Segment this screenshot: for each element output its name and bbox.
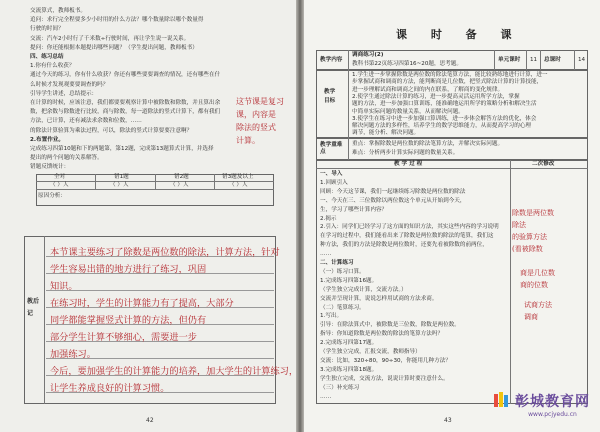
page-title: 课 时 备 课: [396, 28, 522, 41]
goal-line: 题的方法，进一步加强口算训练，能准确地运用所学的策略分析和解决生活: [352, 101, 537, 108]
process-line: （二）笔算练习。: [320, 304, 365, 311]
handwritten-right-line: (看被除数: [512, 245, 543, 253]
handwritten-note-line: 这节课是复习: [236, 97, 284, 106]
right-page: [304, 0, 600, 432]
text-line: 么时候才发现观要要调查的吗？: [30, 81, 109, 88]
process-line: 2.完成练习四第17题。: [320, 340, 378, 347]
table-header-all-correct: 全对: [54, 174, 66, 180]
goal-line: 解决问题方法的多样性，培养学生的数学思维能力，从而提高学习的心理: [352, 123, 532, 130]
table-cell: （ ）人: [229, 182, 248, 188]
process-line: 引导：在除法算式中，被除数是三位数，除数是两位数。: [320, 322, 460, 329]
text-line: 数，把余数与除数进行比较，商与除数，每一道除法的竖式计算下，都有我们: [30, 109, 221, 116]
content-subtitle: 教科书第22页练习四第16~20题，思考题。: [352, 61, 462, 67]
process-line: 在学习的过程中，我们能看出来了除数是两位数的除法的笔算，我们这: [320, 233, 494, 240]
text-line: 完成练习四第10题和下的两题第，第12题，完成第13题算式计算，并选择: [30, 146, 214, 152]
table-cell: （ ）人: [50, 182, 69, 188]
table-cell: （ ）人: [110, 182, 129, 188]
process-line: 1.写出。: [320, 313, 343, 320]
process-line: 3.完成练习四第18题。: [320, 366, 378, 373]
ruled-line: [46, 290, 274, 291]
text-line: 方法，已计算，还有减法求余数和位数，……: [30, 118, 142, 125]
handwritten-right-line: 商是几位数: [520, 269, 555, 277]
goal-line: 2.使学生通过除法计算的练习，进一步提高灵活运用所学方法，掌握: [352, 93, 520, 100]
process-line: ……: [320, 251, 332, 258]
handwritten-right-line: 的验算方法: [512, 233, 547, 241]
focus-line: 难点：分析两步计算实际问题的数量关系。: [352, 150, 459, 156]
process-line: 生，学习了哪些计算内容？: [320, 206, 388, 213]
process-line: 2.揭示: [320, 215, 337, 222]
process-line: 指导：你知道除数是两位数的除法的笔算方法吗？: [320, 331, 444, 338]
text-line: 追问：求行完全程要多少小时用的什么方法？哪个数量除以哪个数量得: [30, 17, 204, 24]
text-line: 错题反馈统计：: [30, 164, 70, 171]
revision-header: 二次修改: [532, 161, 555, 167]
handwritten-right-line: 试商方法: [524, 301, 552, 309]
unit-lesson-value: 11: [530, 57, 538, 63]
handwritten-right-line: 除法: [512, 221, 526, 229]
content-label: 教学内容: [320, 57, 343, 63]
reason-analysis-label: 原因分析：: [38, 193, 66, 199]
handwritten-reflection-line: 部分学生计算不够细心，需要进一步: [50, 332, 197, 343]
process-line: （学生独立完成计算，交流方法。）: [320, 286, 407, 293]
handwritten-reflection-line: 同学都能掌握竖式计算的方法，但仍有: [50, 315, 207, 326]
process-line: 种方法，我们的方法是除数是两位数时，还要先看被除数的前两位，: [320, 242, 488, 249]
watermark-name: 彰城教育网: [515, 394, 590, 410]
handwritten-note-line: 计算。: [236, 136, 260, 145]
watermark: [515, 391, 590, 418]
process-line: 1.完成练习四第16题。: [320, 277, 378, 284]
text-line: 1.你有什么收获？: [30, 63, 75, 70]
text-line: 的除法计算验算为乘法过程，可以，除法的竖式计算要要注意啊？: [30, 127, 193, 134]
table-header-three-plus: 错3题及以上: [222, 174, 254, 180]
watermark-url: www.pcjyedu.cn: [528, 411, 577, 418]
unit-lesson-label: 单元课时: [498, 57, 521, 63]
handwritten-right-line: 调商: [524, 313, 538, 321]
page-number-left: 42: [146, 417, 154, 424]
text-line: 在计算的时候，应该注意，我们都要要观察计算中被除数和除数，并且算出余: [30, 100, 221, 106]
page-number-right: 43: [444, 417, 452, 424]
focus-line: 重点：掌握除数是两位数的除法笔算方法，并解决实际问题。: [352, 141, 504, 147]
text-line: 交流：汽车2小时行了千米数÷行驶时间，再让学生说一说关系。: [30, 35, 190, 42]
text-line: 引导学生讲述，总结提示：: [30, 90, 98, 97]
text-line: 四、练习总结: [30, 54, 64, 60]
table-header-one-wrong: 错1题: [114, 174, 129, 180]
process-line: 一、今天在三、三位数除以两位数这个单元从开始到今天，: [320, 197, 466, 204]
handwritten-right-line: 商的位数: [520, 281, 548, 289]
text-line: 交流算式，教师板书。: [30, 8, 86, 14]
goal-line: 3.使学生在练习中进一步加强口算训练，进一步体会解答方法的优化，体会: [352, 115, 537, 122]
reflection-label: 教后记: [27, 298, 40, 317]
process-line: 一、导入: [320, 171, 343, 177]
focus-label: 教学重难点: [320, 142, 343, 155]
process-line: 2.引入：同学们已经学习了这方面的知识方法，其实这些内容的学习说明: [320, 224, 499, 231]
handwritten-reflection-line: 让学生养成良好的计算习惯。: [50, 383, 170, 394]
books-logo-icon: [493, 391, 511, 409]
goal-line: 1.学生进一步掌握除数是两位数的除法笔算方法，能比较熟练地进行计算，进一: [352, 72, 548, 78]
process-line: ……: [320, 393, 332, 400]
goal-line: 进一步理解试商和调商之间的内在联系，了解商的变化规律。: [352, 86, 504, 93]
text-line: 行驶的时间？: [30, 26, 64, 33]
process-line: （学生独立完成，汇报交流，教师指导）: [320, 349, 421, 355]
handwritten-note-line: 课，内容是: [236, 110, 276, 119]
process-line: 交流并呈现计算，说说怎样用试商的方法求商。: [320, 295, 438, 302]
text-line: 提问：你还能根据本题提出哪些问题？（学生提出问题，教师板书）: [30, 44, 198, 51]
process-header: 教 学 过 程: [394, 161, 423, 167]
process-line: （一）练习口算。: [320, 268, 365, 275]
goal-line: 调节，能分析、解决问题。: [352, 130, 420, 137]
process-line: 1.回顾引入: [320, 179, 348, 186]
total-lesson-label: 总课时: [544, 57, 561, 63]
content-title: 调商练习(2): [352, 52, 384, 58]
handwritten-reflection-line: 学生容易出错的地方进行了练习，巩固: [50, 264, 207, 275]
text-line: 提出的两个问题的关系解答。: [30, 155, 103, 162]
process-line: 二、计算练习: [320, 260, 354, 266]
process-line: 交流：比如，320÷80，90÷30，你能用几种方法？: [320, 357, 451, 364]
handwritten-right-line: 除数是两位数: [512, 209, 554, 217]
handwritten-reflection-line: 知识。: [50, 281, 78, 292]
text-line: 2.布置作业。: [30, 136, 64, 143]
table-cell: （ ）人: [170, 182, 189, 188]
goals-label: 教学目标: [324, 89, 336, 104]
handwritten-reflection-line: 本节课主要练习了除数是两位数的除法，计算方法，针对: [50, 247, 280, 258]
process-line: 回顾：今天这节课，我们一起继续练习除数是两位数的除法: [320, 188, 466, 195]
total-lesson-value: 14: [578, 57, 586, 63]
goal-line: 步掌握试商和调商的方法，能判断商是几位数，把竖式除法计算的计算技能，: [352, 79, 543, 86]
handwritten-note-line: 除法的竖式: [236, 123, 276, 132]
handwritten-reflection-line: 加强练习。: [50, 349, 96, 360]
process-line: （三）补充练习: [320, 384, 360, 391]
goal-line: 中简单实际问题的数量关系，从而解决问题。: [352, 108, 464, 115]
table-header-two-wrong: 错2题: [174, 174, 189, 180]
text-line: 通过今天的练习，你有什么收获？你还有哪些要要调查的情况，还有哪些在什: [30, 72, 221, 79]
process-line: 学生独立完成，交流方法，说说计算时要注意什么。: [320, 375, 449, 382]
handwritten-reflection-line: 在练习时，学生的计算能力有了提高，大部分: [50, 298, 234, 309]
handwritten-reflection-line: 今后，要加强学生的计算能力的培养，加大学生的计算练习，: [50, 366, 299, 377]
